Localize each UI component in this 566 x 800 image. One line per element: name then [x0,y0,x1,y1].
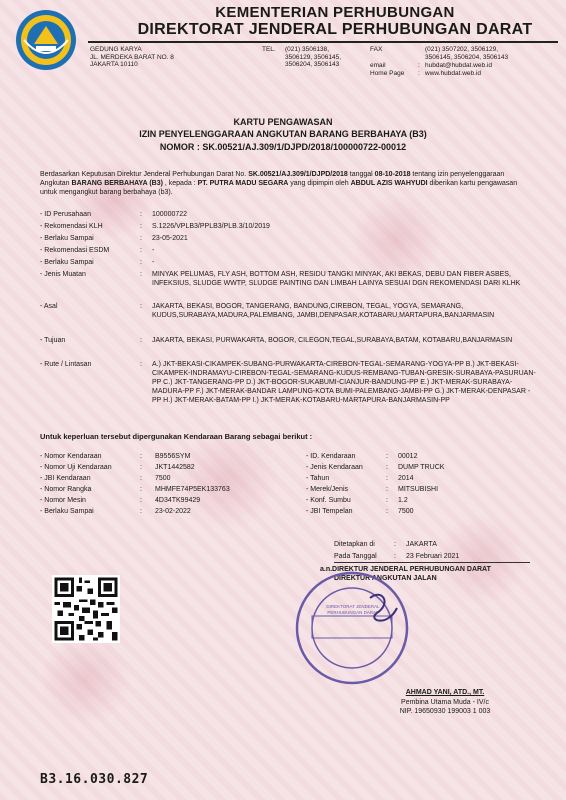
vehicle-row: - Jenis Kendaraan : DUMP TRUCK [306,464,445,471]
official-stamp-icon [292,568,412,688]
email-label: email [370,62,386,69]
vehicle-row: - ID. Kendaraan : 00012 [306,453,418,460]
detail-row: - Berlaku Sampai : - [40,259,155,266]
stamp-text: DIREKTORAT JENDERAL PERHUBUNGAN DARAT [326,604,380,615]
detail-row: - Rekomendasi ESDM : - [40,247,155,254]
detail-row-origin: - Asal : JAKARTA, BEKASI, BOGOR, TANGERANG, BANDUNG,CIREBON, TEGAL, YOGYA, SEMARANG, KUDUS,SURABAYA,MADURA,PALEMBANG, JAMBI,DENPASAR,KOTABARU,MARTAPURA,BANJARMASIN [40,303,495,319]
fax-label: FAX [370,46,383,53]
company-name: PT. PUTRA MADU SEGARA [197,180,289,187]
vehicle-row: - Nomor Uji Kendaraan : JKT1442582 [40,464,195,471]
signer-name: AHMAD YANI, ATD., MT. [405,689,485,696]
cargo-type: BARANG BERBAHAYA (B3) [71,180,163,187]
detail-row: - ID Perusahaan : 100000722 [40,211,188,218]
leader-name: ABDUL AZIS WAHYUDI [350,180,428,187]
vehicle-row: - Nomor Mesin : 4D34TK99429 [40,497,201,504]
document-page: KEMENTERIAN PERHUBUNGAN DIREKTORAT JENDERAL PERHUBUNGAN DARAT GEDUNG KARYA JL. MERDEKA BARAT NO. 8 JAKARTA 10110 TEL. (021) 3506138, 3506129, 3506145, 3506204, 3506143 FAX (021) 3507202, 3506129, 3506145, 3506204, 3506143 email : hubdat@hubdat.web.id Home Page : www.hubdat.web.id KARTU PENGAWASAN IZIN PENYELENGGARAAN ANGKUTAN BARANG BERBAHAYA (B3) NOMOR : SK.00521/AJ.309/1/DJPD/2018/100000722-00012 Berdasarkan Keputusan Direktur Jenderal Perhubungan Darat No. SK.00521/AJ.309/1/DJPD/2018 tanggal 08-10-2018 tentang izin penyelenggaraan Angkutan BARANG BERBAHAYA (B3) , kepada : PT. PUTRA MADU SEGARA yang dipimpin oleh ABDUL AZIS WAHYUDI diberikan kartu pengawasan untuk mengangkut barang berbahaya (b3). - ID Perusahaan : 100000722 - Rekomendasi KLH : S.1226/VPLB3/PPLB3/PLB.3/10/2019 - Berlaku Sampai : 23-05-2021 - Rekomendasi ESDM : - - Berlaku Sampai : - - Jenis Muatan : MINYAK PELUMAS, FLY ASH, BOTTOM ASH, RESIDU TANGKI MINYAK, AKI BEKAS, DEBU DAN FIBER ASBES, INFEKSIUS, SLUDGE WWTP, SLUDGE PAINTING DAN LIMBAH LAINYA SESUAI DGN REKOMENDASI DARI KLHK - Asal : JAKARTA, BEKASI, BOGOR, TANGERANG, BANDUNG,CIREBON, TEGAL, YOGYA, SEMARANG, KUDUS,SURABAYA,MADURA,PALEMBANG, JAMBI,DENPASAR,KOTABARU,MARTAPURA,BANJARMASIN - Tujuan : JAKARTA, BEKASI, PURWAKARTA, BOGOR, CILEGON,TEGAL,SURABAYA,BATAM, KOTABARU,BANJARMASIN - Rute / Lintasan : A.) JKT-BEKASI-CIKAMPEK-SUBANG-PURWAKARTA-CIREBON-TEGAL-SEMARANG-YOGYA-PP B.) JKT-BEKASI-CIKAMPEK-INDRAMAYU-CIREBON-TEGAL-SEMARANG-KUDUS-REMBANG-TUBAN-GRESIK-SURABAYA-PASURUAN-PP C.) JKT-TANGERANG-PP D.) JKT-BOGOR-SUKABUMI-CIANJUR-BANDUNG-PP E.) JKT-MERAK-SURABAYA-MADURA-PP F.) JKT-MERAK-BANDAR LAMPUNG-KOTA BUMI-PALEMBANG-JAMBI-PP G.) JKT-MERAK-DENPASAR -PP H.) JKT-MERAK-BATAM-PP I.) JKT-MERAK-KOTABARU-MARTAPURA-BANJARMASIN-PP Untuk keperluan tersebut dipergunakan Kendaraan Barang sebagai berikut : - Nomor Kendaraan : B9556SYM - Nomor Uji Kendaraan : JKT1442582 - JBI Kendaraan : 7500 - Nomor Rangka : MHMFE74P5EK133763 - Nomor Mesin : 4D34TK99429 - Berlaku Sampai : 23-02-2022 - ID. Kendaraan : 00012 - Jenis Kendaraan : DUMP TRUCK - Tahun : 2014 - Merek/Jenis : MITSUBISHI - Konf. Sumbu : 1.2 - JBI Tempelan : 7500 Ditetapkan di : JAKARTA Pada Tanggal : 23 Februari 2021 a.n.DIREKTUR JENDERAL PERHUBUNGAN DARAT DIREKTUR ANGKUTAN JALAN DIREKTORAT JENDERAL PERHUBUNGAN DARAT AHMAD YANI, ATD., MT. Pembina Utama Muda - IV/c NIP. 19650930 199003 1 003 B3.16.030.827 [0,0,566,800]
fax-values: (021) 3507202, 3506129, 3506145, 3506204, 3506143 [425,46,509,61]
qr-code-icon [52,575,120,643]
permit-number: NOMOR : SK.00521/AJ.309/1/DJPD/2018/100000722-00012 [159,142,407,152]
detail-row-destination: - Tujuan : JAKARTA, BEKASI, PURWAKARTA, BOGOR, CILEGON,TEGAL,SURABAYA,BATAM, KOTABARU,BANJARMASIN [40,337,513,344]
signer-nip: NIP. 19650930 199003 1 003 [399,708,491,715]
email-value: hubdat@hubdat.web.id [425,62,492,69]
sk-number: SK.00521/AJ.309/1/DJPD/2018 [248,171,348,178]
intro-paragraph: Berdasarkan Keputusan Direktur Jenderal Perhubungan Darat No. SK.00521/AJ.309/1/DJPD/2018 tanggal 08-10-2018 tentang izin penyelenggaraan Angkutan BARANG BERBAHAYA (B3) , kepada : PT. PUTRA MADU SEGARA yang dipimpin oleh ABDUL AZIS WAHYUDI diberikan kartu pengawasan untuk mengangkut barang berbahaya (b3). [40,171,518,196]
date-row: Pada Tanggal : 23 Februari 2021 [334,553,460,560]
header-divider [88,41,558,43]
vehicle-heading: Untuk keperluan tersebut dipergunakan Kendaraan Barang sebagai berikut : [40,432,313,441]
vehicle-row: - Nomor Kendaraan : B9556SYM [40,453,191,460]
on-behalf-line: a.n.DIREKTUR JENDERAL PERHUBUNGAN DARAT [320,566,491,573]
vehicle-row: - Tahun : 2014 [306,475,414,482]
vehicle-right-table [306,451,546,517]
vehicle-row: - JBI Tempelan : 7500 [306,508,414,515]
ministry-logo-icon [14,8,78,72]
detail-row-route: - Rute / Lintasan : A.) JKT-BEKASI-CIKAMPEK-SUBANG-PURWAKARTA-CIREBON-TEGAL-SEMARANG-YOGYA-PP B.) JKT-BEKASI-CIKAMPEK-INDRAMAYU-CIREBON-TEGAL-SEMARANG-KUDUS-REMBANG-TUBAN-GRESIK-SURABAYA-PASURUAN-PP C.) JKT-TANGERANG-PP D.) JKT-BOGOR-SUKABUMI-CIANJUR-BANDUNG-PP E.) JKT-MERAK-SURABAYA-MADURA-PP F.) JKT-MERAK-BANDAR LAMPUNG-KOTA BUMI-PALEMBANG-JAMBI-PP G.) JKT-MERAK-DENPASAR -PP H.) JKT-MERAK-BATAM-PP I.) JKT-MERAK-KOTABARU-MARTAPURA-BANJARMASIN-PP [40,361,536,404]
card-title: KARTU PENGAWASAN [233,117,333,127]
vehicle-row: - Merek/Jenis : MITSUBISHI [306,486,439,493]
sk-date: 08-10-2018 [374,171,411,178]
tel-label: TEL. [262,46,276,53]
date-divider [334,562,530,563]
vehicle-row: - Nomor Rangka : MHMFE74P5EK133763 [40,486,230,493]
serial-number: B3.16.030.827 [40,772,149,787]
vehicle-row: - Berlaku Sampai : 23-02-2022 [40,508,191,515]
position-line: DIREKTUR ANGKUTAN JALAN [334,575,437,582]
directorate-title: DIREKTORAT JENDERAL PERHUBUNGAN DARAT [137,21,533,38]
detail-row-cargo: - Jenis Muatan : MINYAK PELUMAS, FLY ASH, BOTTOM ASH, RESIDU TANGKI MINYAK, AKI BEKAS, DEBU DAN FIBER ASBES, INFEKSIUS, SLUDGE WWTP, SLUDGE PAINTING DAN LIMBAH LAINYA SESUAI DGN REKOMENDASI DARI KLHK [40,271,521,287]
signer-rank: Pembina Utama Muda - IV/c [401,699,489,706]
vehicle-left-table [40,451,290,517]
tel-values: (021) 3506138, 3506129, 3506145, 3506204, 3506143 [285,46,342,68]
detail-row: - Rekomendasi KLH : S.1226/VPLB3/PPLB3/PLB.3/10/2019 [40,223,270,230]
detail-row: - Berlaku Sampai : 23-05-2021 [40,235,188,242]
ministry-title: KEMENTERIAN PERHUBUNGAN [215,4,455,21]
address-block: GEDUNG KARYA JL. MERDEKA BARAT NO. 8 JAKARTA 10110 [90,46,174,68]
homepage-value: www.hubdat.web.id [425,70,482,77]
place-row: Ditetapkan di : JAKARTA [334,541,437,548]
vehicle-row: - JBI Kendaraan : 7500 [40,475,171,482]
vehicle-row: - Konf. Sumbu : 1.2 [306,497,408,504]
permit-title: IZIN PENYELENGGARAAN ANGKUTAN BARANG BERBAHAYA (B3) [139,129,427,139]
homepage-label: Home Page [370,70,405,77]
